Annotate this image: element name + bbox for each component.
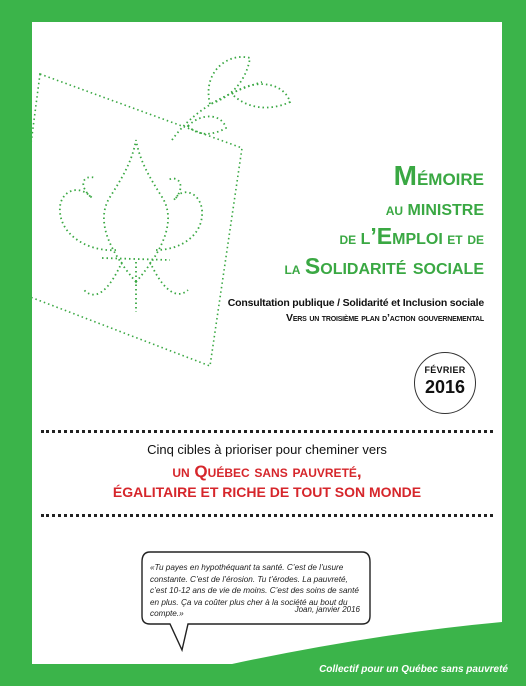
subtitle-plan: Vers un troisième plan d’action gouvernemental <box>286 312 484 324</box>
dotted-divider-bottom <box>41 514 493 517</box>
title-line-4: la Solidarité sociale <box>284 253 484 279</box>
title-line-3: de l’Emploi et de <box>339 223 484 249</box>
poverty-line-1: un Québec sans pauvreté, <box>172 462 362 481</box>
quote-author: Joan, janvier 2016 <box>294 605 360 614</box>
cover-panel <box>32 22 502 664</box>
cibles-heading: Cinq cibles à prioriser pour cheminer vers <box>147 442 387 457</box>
subtitle-consultation: Consultation publique / Solidarité et Inclusion sociale <box>227 297 484 309</box>
title-line-2: au ministre <box>385 194 484 220</box>
fleur-base <box>84 262 188 312</box>
date-badge <box>414 352 476 414</box>
quote-text: «Tu payes en hypothéquant ta santé. C’est de l’usure constante. C’est de l’érosion. Tu t’érodes. La pauvreté, c’est 10-12 ans de vie de moins. C’est des soins de santé en plus. Ça va coûter plus cher à la société au bout du compte.» <box>150 563 359 618</box>
footer-collectif: Collectif pour un Québec sans pauvreté <box>319 664 508 675</box>
fleur-left-petal <box>60 177 116 250</box>
fleur-center-petal <box>104 140 168 282</box>
tilted-frame <box>32 74 242 366</box>
date-year: 2016 <box>424 377 466 397</box>
leaf-small <box>188 116 226 133</box>
leaf-top <box>209 57 250 104</box>
bottom-green-swoosh <box>232 622 502 664</box>
fleur-right-petal <box>156 179 202 250</box>
title-line-1: Mémoire <box>393 160 484 191</box>
leaf-right <box>232 84 290 107</box>
date-month: FÉVRIER <box>424 365 466 375</box>
poverty-line-2: ÉGALITAIRE ET RICHE DE TOUT SON MONDE <box>112 484 422 500</box>
dotted-divider-top <box>41 430 493 433</box>
